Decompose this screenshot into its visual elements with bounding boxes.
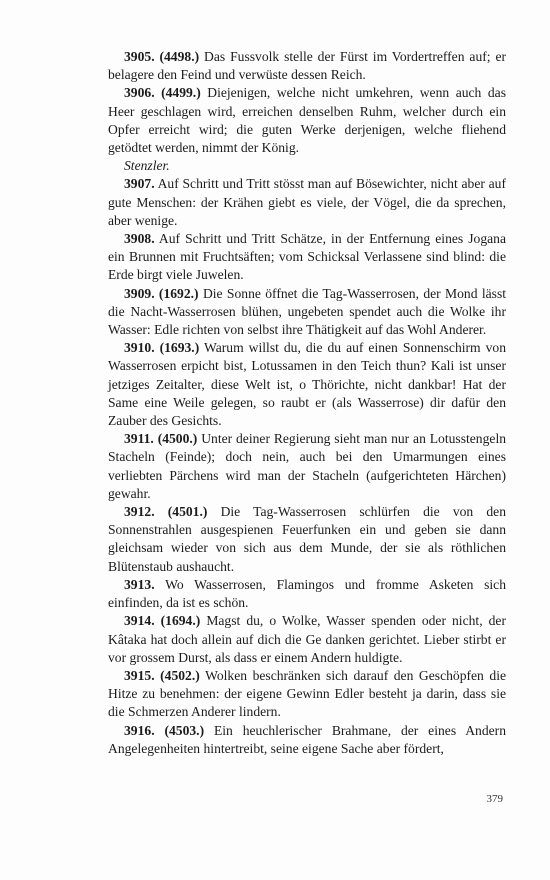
entry-3916 [108,722,506,758]
body-text [108,48,506,758]
entry-number: 3905. (4498.) [124,49,200,64]
page-number: 379 [486,793,503,805]
entry-3906 [108,84,506,157]
entry-number: 3916. (4503.) [124,722,205,738]
entry-text: Ein heuchlerischer Brahmane, der eines Andern Angelegenheiten hintertreibt, seine eigene Sache aber fördert, [108,722,506,756]
entry-number: 3911. (4500.) [124,431,198,447]
entry-text: Unter deiner Regierung sieht man nur an Lotusstengeln Stacheln (Feinde); doch nein, auch bei den Umarmungen eines verliebten Pärchens wird man der Stacheln (aufgerichteten Härchen) gewahr. [108,431,507,501]
entry-3909 [108,285,506,340]
entry-number: 3910. (1693.) [124,340,200,356]
entry-text: Warum willst du, die du auf einen Sonnenschirm von Wasserrosen erpicht bist, Lotussamen in den Teich thun? Kali ist unser jetziges Zeitalter, diese Welt ist, o Thörichte, nicht dankbar! Hat der Same eine Weile gelegen, so raubt er (als Wasserrose) dir dafür den Zauber des Gesichts. [108,340,507,429]
entry-3913 [108,576,506,612]
entry-3907 [108,175,506,230]
entry-text: Auf Schritt und Tritt stösst man auf Bösewichter, nicht aber auf gute Menschen: der Krähen giebt es viele, der Vögel, die da sprechen, aber wenige. [108,176,506,228]
entry-number: 3909. (1692.) [124,285,199,301]
entry-3915 [108,667,506,722]
entry-number: 3908. [124,231,155,247]
entry-text: Auf Schritt und Tritt Schätze, in der Entfernung eines Jogana ein Brunnen mit Fruchtsäften; vom Schicksal Verlassene sind blind: die Erde birgt viele Juwelen. [108,231,507,283]
entry-number: 3913. [124,576,155,592]
entry-text: Die Sonne öffnet die Tag-Wasserrosen, der Mond lässt die Nacht-Wasserrosen blühen, ungebeten spendet auch die Wolke ihr Wasser: Edle richten von selbst ihre Thätigkeit auf das Wohl Anderer. [108,285,507,338]
entry-3911 [108,430,506,503]
entry-text: Magst du, o Wolke, Wasser spenden oder nicht, der Kâtaka hat doch allein auf dich die Ge danken gerichtet. Lieber stirbt er vor grossem Durst, als dass er einem Andern huldigte. [108,613,506,665]
attribution: Stenzler. [124,158,170,174]
entry-text: Wolken beschränken sich darauf den Geschöpfen die Hitze zu benehmen: der eigene Gewinn Edler besteht ja darin, dass sie die Schmerzen Anderer lindern. [108,667,507,720]
entry-number: 3906. (4499.) [124,85,201,101]
entry-text: Die Tag-Wasserrosen schlürfen die von den Sonnenstrahlen ausgespienen Feuerfunken ein und geben sie dann gleichsam wieder von sich aus dem Munde, der sie als röthlichen Blütenstaub aushaucht. [108,504,507,574]
entry-text: Diejenigen, welche nicht umkehren, wenn auch das Heer geschlagen wird, erreichen denselben Ruhm, welcher durch ein Opfer erreicht wird; die guten Werke derjenigen, welche fliehend getödtet werden, nimmt der König. [108,85,506,156]
entry-text: Das Fussvolk stelle der Fürst im Vordertreffen auf; er belagere den Feind und verwüste dessen Reich. [108,49,507,83]
entry-3905 [108,48,506,84]
entry-number: 3915. (4502.) [124,667,200,683]
entry-3914 [108,612,506,667]
entry-text: Wo Wasserrosen, Flamingos und fromme Asketen sich einfinden, da ist es schön. [108,576,506,611]
entry-number: 3912. (4501.) [124,504,208,520]
entry-3910 [108,339,506,430]
entry-number: 3914. (1694.) [124,613,201,629]
entry-3908 [108,230,506,285]
entry-number: 3907. [124,176,155,192]
entry-3912 [108,503,506,576]
